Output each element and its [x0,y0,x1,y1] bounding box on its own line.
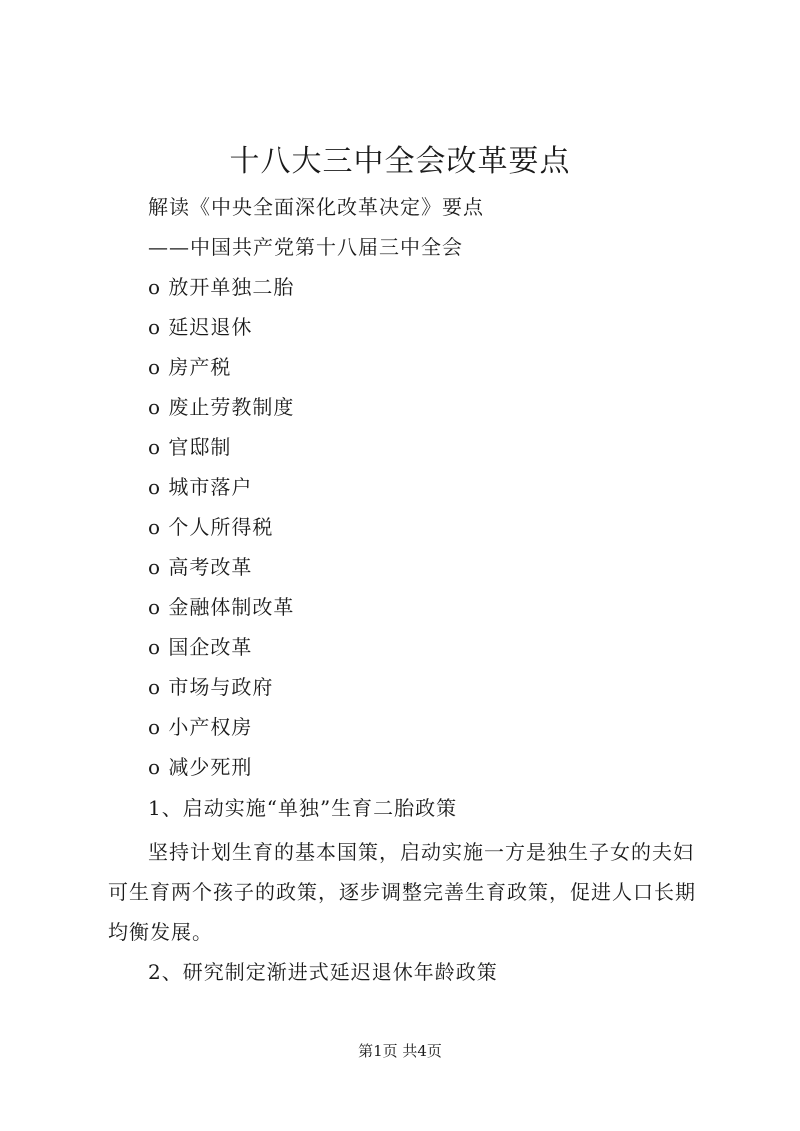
document-title: 十八大三中全会改革要点 [229,144,571,179]
section-heading: 2、研究制定渐进式延迟退休年龄政策 [148,960,498,984]
list-item: o 减少死刑 [148,755,253,779]
list-item: o 放开单独二胎 [148,275,295,299]
list-item: o 延迟退休 [148,315,253,339]
list-item: o 个人所得税 [148,515,274,539]
list-item: o 国企改革 [148,635,253,659]
list-item: o 小产权房 [148,715,253,739]
list-item: o 高考改革 [148,555,253,579]
section-paragraph: 坚持计划生育的基本国策，启动实施一方是独生子女的夫妇可生育两个孩子的政策，逐步调整完善生育政策，促进人口长期均衡发展。 [108,840,696,944]
list-item: o 官邸制 [148,435,232,459]
section-heading: 1、启动实施“单独”生育二胎政策 [148,796,458,820]
list-item: o 房产税 [148,355,232,379]
list-item: o 城市落户 [148,475,253,499]
list-item: o 废止劳教制度 [148,395,295,419]
list-item: o 金融体制改革 [148,595,295,619]
subtitle: 解读《中央全面深化改革决定》要点 [148,195,484,219]
list-item: o 市场与政府 [148,675,274,699]
subtitle-source: ——中国共产党第十八届三中全会 [148,235,463,259]
page-number: 第1页 共4页 [358,1042,442,1060]
